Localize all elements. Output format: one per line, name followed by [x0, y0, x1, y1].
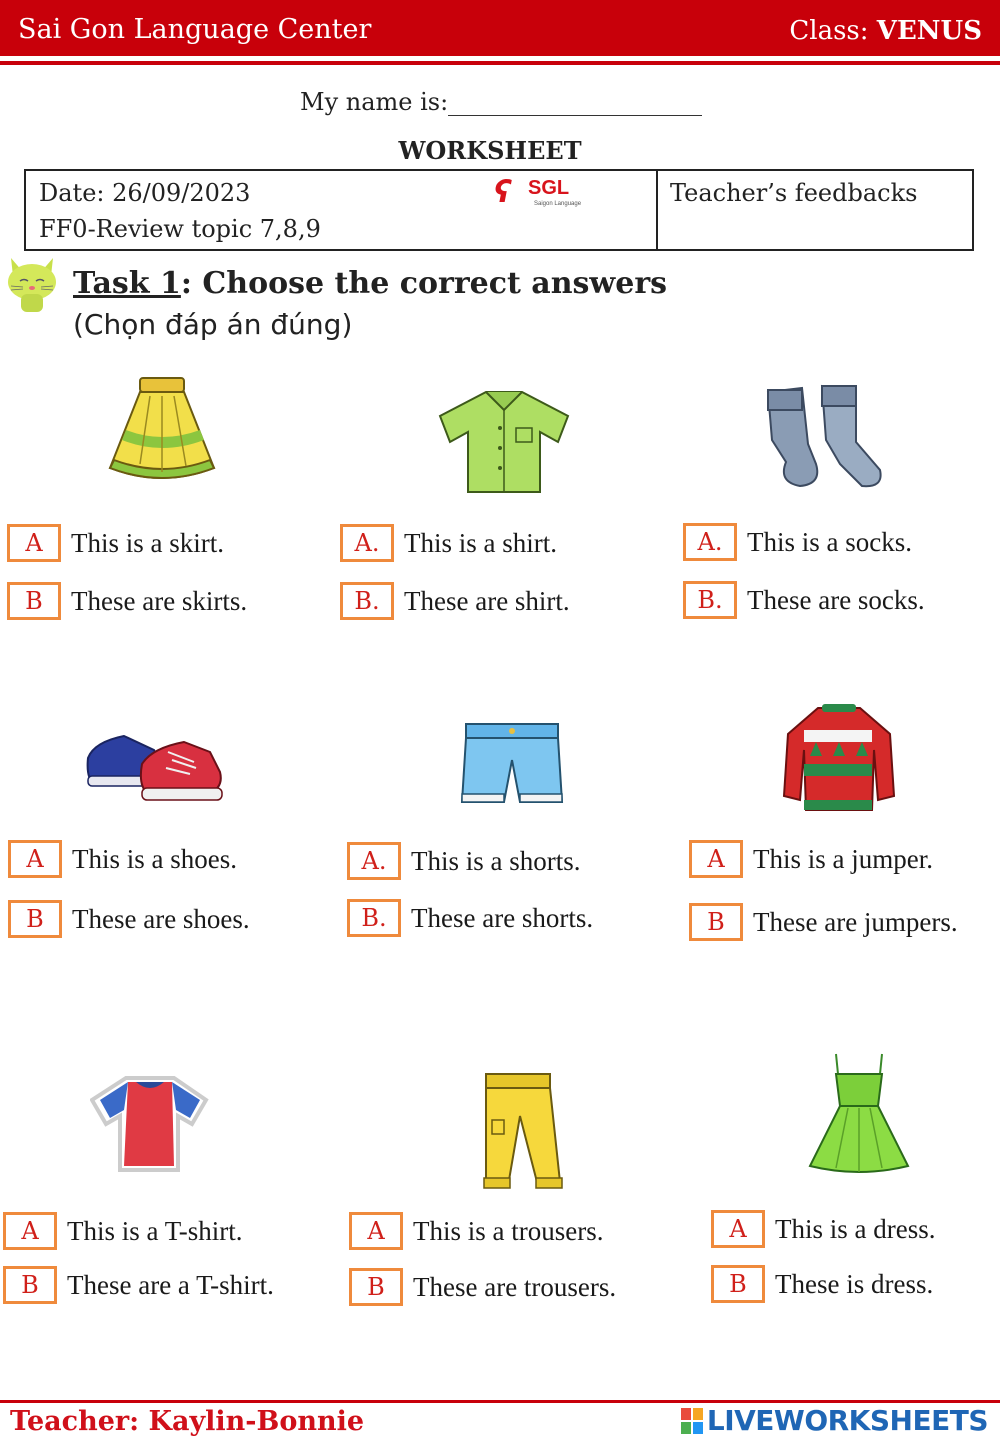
option-a-box[interactable]: A — [711, 1210, 765, 1248]
option-b-box[interactable]: B — [7, 582, 61, 620]
item4-option-a[interactable] — [8, 840, 237, 878]
option-text: These are a T-shirt. — [67, 1269, 274, 1300]
class-value: VENUS — [876, 16, 982, 46]
option-b-box[interactable]: B — [3, 1266, 57, 1304]
item1-option-b[interactable] — [7, 582, 247, 620]
option-text: These are shorts. — [411, 902, 594, 933]
class-info — [789, 16, 982, 46]
item8-option-a[interactable] — [349, 1212, 603, 1250]
cat-mascot-icon — [3, 254, 61, 314]
liveworksheets-wordmark: LIVEWORKSHEETS — [706, 1404, 988, 1437]
option-text: This is a socks. — [747, 526, 912, 557]
date-text: Date: 26/09/2023 — [39, 179, 251, 207]
item5-option-b[interactable] — [347, 899, 593, 937]
worksheet-title: WORKSHEET — [398, 136, 582, 165]
sgl-swirl-icon: ʕ — [494, 175, 512, 210]
header-rule — [0, 61, 1000, 65]
option-text: These are shirt. — [404, 585, 570, 616]
tshirt-picture — [90, 1074, 210, 1174]
option-b-box[interactable]: B — [711, 1265, 765, 1303]
item3-option-b[interactable] — [683, 581, 925, 619]
option-a-box[interactable]: A — [689, 840, 743, 878]
sgl-logo — [494, 175, 594, 211]
item5-option-a[interactable] — [347, 842, 581, 880]
option-text: This is a jumper. — [753, 843, 933, 874]
footer-rule — [0, 1400, 1000, 1403]
liveworksheets-logo — [681, 1404, 988, 1437]
dress-picture — [806, 1050, 912, 1176]
shorts-picture — [458, 720, 566, 810]
option-b-box[interactable]: B — [349, 1268, 403, 1306]
topic-text: FF0-Review topic 7,8,9 — [39, 215, 321, 243]
my-name-row — [300, 88, 702, 116]
task-subtitle: (Chọn đáp án đúng) — [73, 308, 353, 341]
option-text: This is a shorts. — [411, 845, 581, 876]
name-input-line[interactable] — [448, 91, 702, 116]
option-text: These are socks. — [747, 584, 925, 615]
item8-option-b[interactable] — [349, 1268, 616, 1306]
option-text: This is a shirt. — [404, 527, 557, 558]
option-b-box[interactable]: B. — [347, 899, 401, 937]
teacher-feedback-label: Teacher’s feedbacks — [670, 179, 918, 207]
option-text: This is a dress. — [775, 1213, 936, 1244]
option-text: These are trousers. — [413, 1271, 617, 1302]
option-a-box[interactable]: A — [3, 1212, 57, 1250]
info-box — [24, 169, 974, 251]
option-text: These are skirts. — [71, 585, 248, 616]
option-a-box[interactable]: A. — [347, 842, 401, 880]
option-b-box[interactable]: B — [8, 900, 62, 938]
my-name-label: My name is: — [300, 88, 449, 116]
sgl-logo-sub: Saigon Language — [534, 201, 582, 207]
task-instruction: : Choose the correct answers — [180, 266, 668, 301]
task-title — [73, 266, 667, 301]
item6-option-b[interactable] — [689, 903, 958, 941]
option-text: This is a shoes. — [72, 843, 237, 874]
sgl-logo-name: SGL — [528, 177, 570, 199]
class-label: Class: — [789, 16, 869, 46]
item9-option-a[interactable] — [711, 1210, 935, 1248]
task-label: Task 1 — [73, 266, 181, 301]
shoes-picture — [84, 728, 226, 810]
item1-option-a[interactable] — [7, 524, 224, 562]
option-text: These are shoes. — [72, 903, 250, 934]
shirt-picture — [436, 388, 572, 496]
option-b-box[interactable]: B. — [683, 581, 737, 619]
option-a-box[interactable]: A — [349, 1212, 403, 1250]
item4-option-b[interactable] — [8, 900, 250, 938]
option-text: These are jumpers. — [753, 906, 958, 937]
option-b-box[interactable]: B. — [340, 582, 394, 620]
liveworksheets-grid-icon — [681, 1408, 703, 1434]
option-a-box[interactable]: A — [7, 524, 61, 562]
item9-option-b[interactable] — [711, 1265, 933, 1303]
item7-option-a[interactable] — [3, 1212, 243, 1250]
option-text: This is a T-shirt. — [67, 1215, 243, 1246]
socks-picture — [756, 384, 896, 494]
item7-option-b[interactable] — [3, 1266, 274, 1304]
item3-option-a[interactable] — [683, 523, 912, 561]
jumper-picture — [782, 700, 896, 816]
option-text: This is a skirt. — [71, 527, 224, 558]
skirt-picture — [100, 376, 224, 488]
item2-option-b[interactable] — [340, 582, 570, 620]
option-a-box[interactable]: A. — [683, 523, 737, 561]
item2-option-a[interactable] — [340, 524, 557, 562]
teacher-name: Teacher: Kaylin-Bonnie — [10, 1406, 365, 1437]
option-a-box[interactable]: A — [8, 840, 62, 878]
center-name: Sai Gon Language Center — [18, 14, 372, 45]
info-divider — [656, 171, 658, 249]
option-a-box[interactable]: A. — [340, 524, 394, 562]
option-text: This is a trousers. — [413, 1215, 604, 1246]
trousers-picture — [474, 1070, 568, 1194]
option-b-box[interactable]: B — [689, 903, 743, 941]
item6-option-a[interactable] — [689, 840, 933, 878]
option-text: These is dress. — [775, 1268, 934, 1299]
header-bar — [0, 0, 1000, 56]
